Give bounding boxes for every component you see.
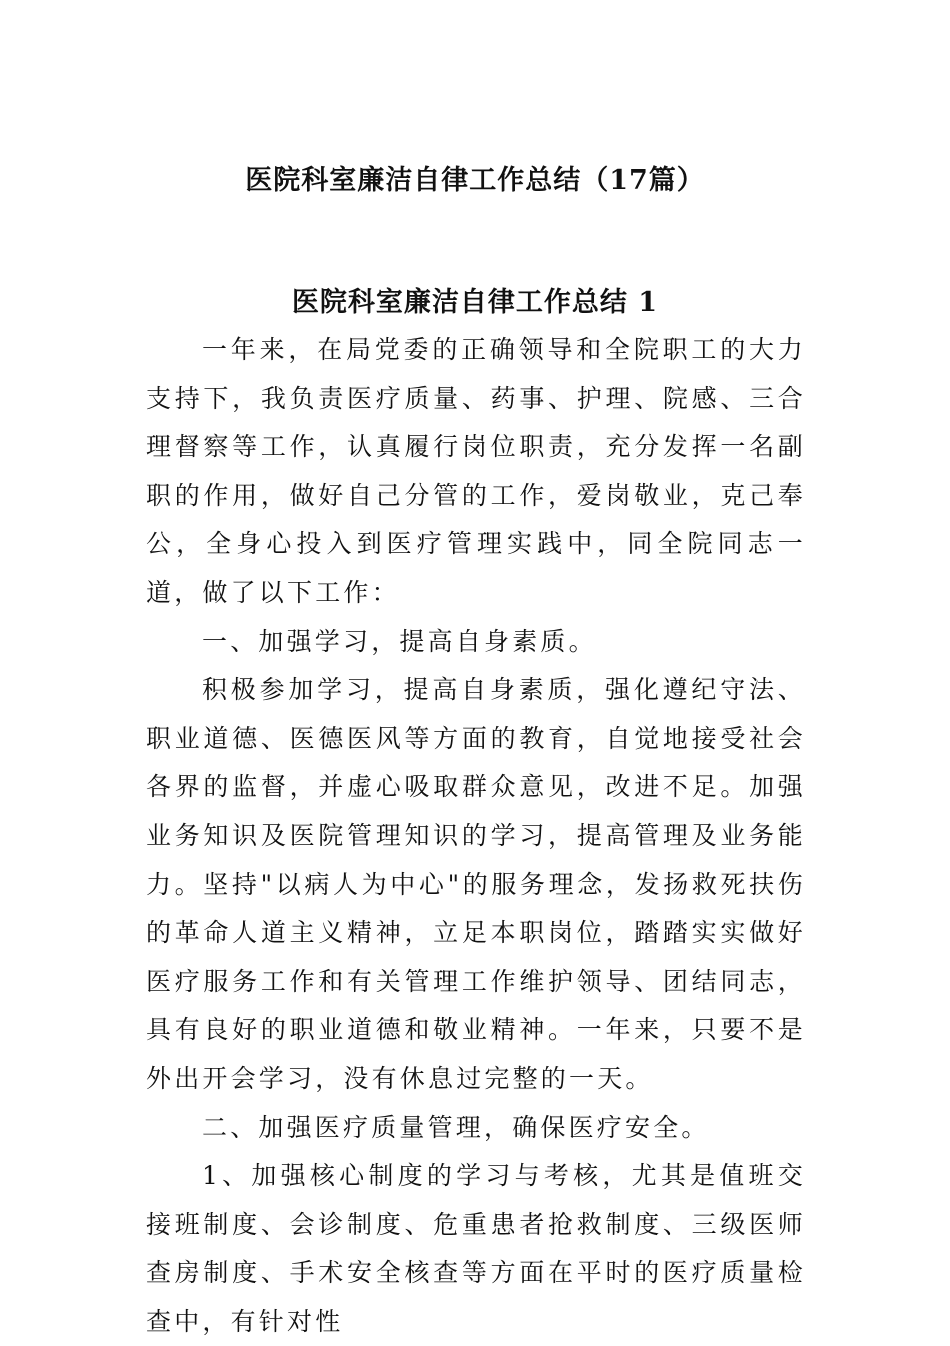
paragraph: 一、加强学习，提高自身素质。 — [202, 626, 597, 656]
paragraph: 一年来，在局党委的正确领导和全院职工的大力支持下，我负责医疗质量、药事、护理、院感、三合理督察等工作，认真履行岗位职责，充分发挥一名副职的作用，做好自己分管的工作，爱岗敬业，克己奉公，全身心投入到医疗管理实践中，同全院同志一道，做了以下工作： — [146, 335, 806, 607]
document-body — [146, 326, 806, 1346]
document-title: 医院科室廉洁自律工作总结（17篇） — [245, 165, 705, 196]
paragraph: 积极参加学习，提高自身素质，强化遵纪守法、职业道德、医德医风等方面的教育，自觉地接受社会各界的监督，并虚心吸取群众意见，改进不足。加强业务知识及医院管理知识的学习，提高管理及业务能力。坚持"以病人为中心"的服务理念，发扬救死扶伤的革命人道主义精神，立足本职岗位，踏踏实实做好医疗服务工作和有关管理工作维护领导、团结同志，具有良好的职业道德和敬业精神。一年来，只要不是外出开会学习，没有休息过完整的一天。 — [146, 675, 806, 1093]
section-title: 医院科室廉洁自律工作总结 1 — [291, 287, 659, 318]
paragraph: 二、加强医疗质量管理，确保医疗安全。 — [202, 1112, 710, 1142]
paragraph: 1、加强核心制度的学习与考核，尤其是值班交接班制度、会诊制度、危重患者抢救制度、三级医师查房制度、手术安全核查等方面在平时的医疗质量检查中，有针对性 — [146, 1161, 806, 1336]
